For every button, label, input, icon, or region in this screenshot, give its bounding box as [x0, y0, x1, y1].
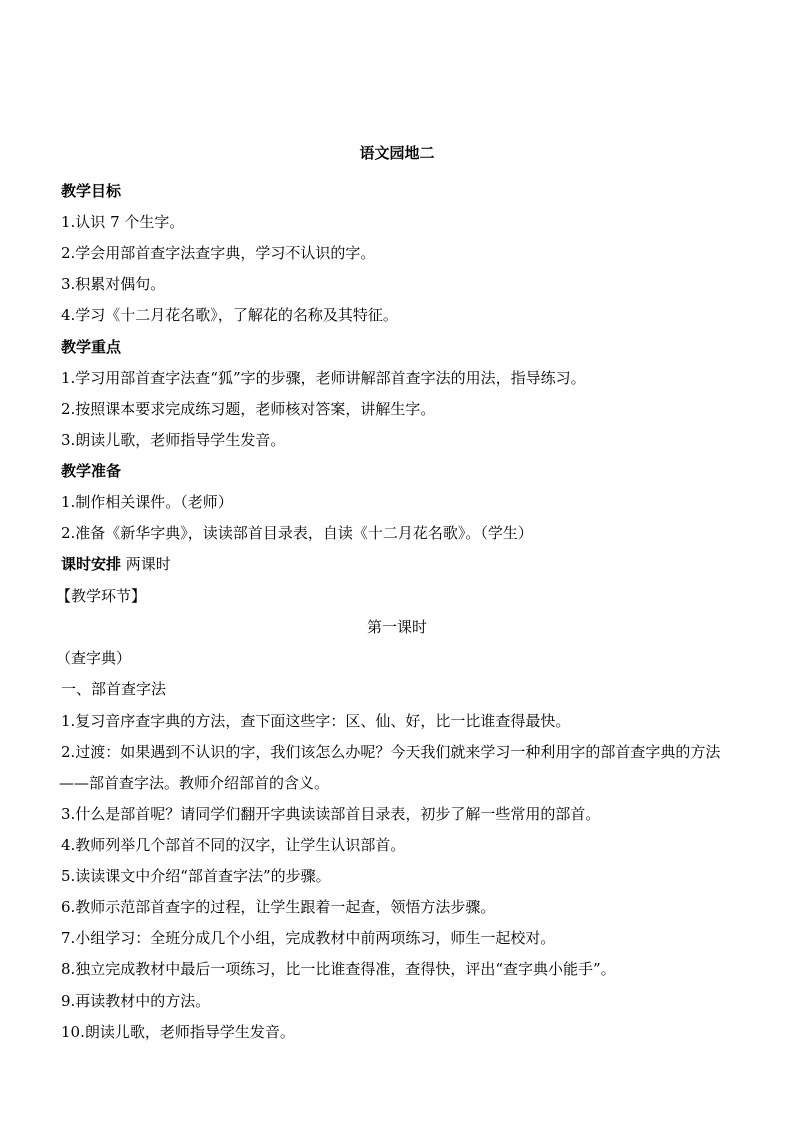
key-point-item: 2.按照课本要求完成练习题，老师核对答案，讲解生字。: [61, 400, 436, 418]
goal-item: 2.学会用部首查字法查字典，学习不认识的字。: [61, 244, 376, 262]
lesson-step: 10.朗读儿歌，老师指导学生发音。: [61, 1023, 295, 1041]
schedule-label: 课时安排: [61, 555, 122, 573]
key-points-heading: 教学重点: [61, 338, 122, 356]
lesson-step: 7.小组学习：全班分成几个小组，完成教材中前两项练习，师生一起校对。: [61, 929, 556, 947]
lesson-step: 2.过渡：如果遇到不认识的字，我们该怎么办呢？今天我们就来学习一种利用字的部首查字典的方法: [61, 743, 721, 761]
section-label: 【教学环节】: [56, 587, 147, 605]
lesson-step: 9.再读教材中的方法。: [61, 992, 211, 1010]
lesson-subtitle: （查字典）: [56, 649, 132, 667]
lesson-step: 4.教师列举几个部首不同的汉字，让学生认识部首。: [61, 836, 406, 854]
document-title: 语文园地二: [359, 144, 435, 162]
preparation-heading: 教学准备: [61, 462, 122, 480]
key-point-item: 3.朗读儿歌，老师指导学生发音。: [61, 431, 286, 449]
preparation-item: 1.制作相关课件。（老师）: [61, 493, 233, 511]
lesson-step: 5.读读课文中介绍“部首查字法”的步骤。: [61, 867, 331, 885]
lesson-step: 3.什么是部首呢？请同学们翻开字典读读部首目录表，初步了解一些常用的部首。: [61, 805, 601, 823]
goal-item: 1.认识 7 个生字。: [61, 213, 185, 231]
lesson-step-continued: ——部首查字法。教师介绍部首的含义。: [59, 774, 330, 792]
lesson-title: 第一课时: [366, 618, 427, 636]
lesson-step: 1.复习音序查字典的方法，查下面这些字：区、仙、好，比一比谁查得最快。: [61, 712, 571, 730]
schedule-line: [61, 553, 171, 575]
schedule-value: 两课时: [125, 555, 171, 573]
goal-item: 3.积累对偶句。: [61, 275, 166, 293]
key-point-item: 1.学习用部首查字法查“狐”字的步骤，老师讲解部首查字法的用法，指导练习。: [61, 369, 586, 387]
part-heading: 一、部首查字法: [61, 680, 167, 698]
goals-heading: 教学目标: [61, 182, 122, 200]
lesson-step: 8.独立完成教材中最后一项练习，比一比谁查得准，查得快，评出“查字典小能手”。: [61, 960, 616, 978]
preparation-item: 2.准备《新华字典》，读读部首目录表，自读《十二月花名歌》。（学生）: [61, 524, 533, 542]
lesson-step: 6.教师示范部首查字的过程，让学生跟着一起查，领悟方法步骤。: [61, 898, 496, 916]
goal-item: 4.学习《十二月花名歌》，了解花的名称及其特征。: [61, 306, 398, 324]
